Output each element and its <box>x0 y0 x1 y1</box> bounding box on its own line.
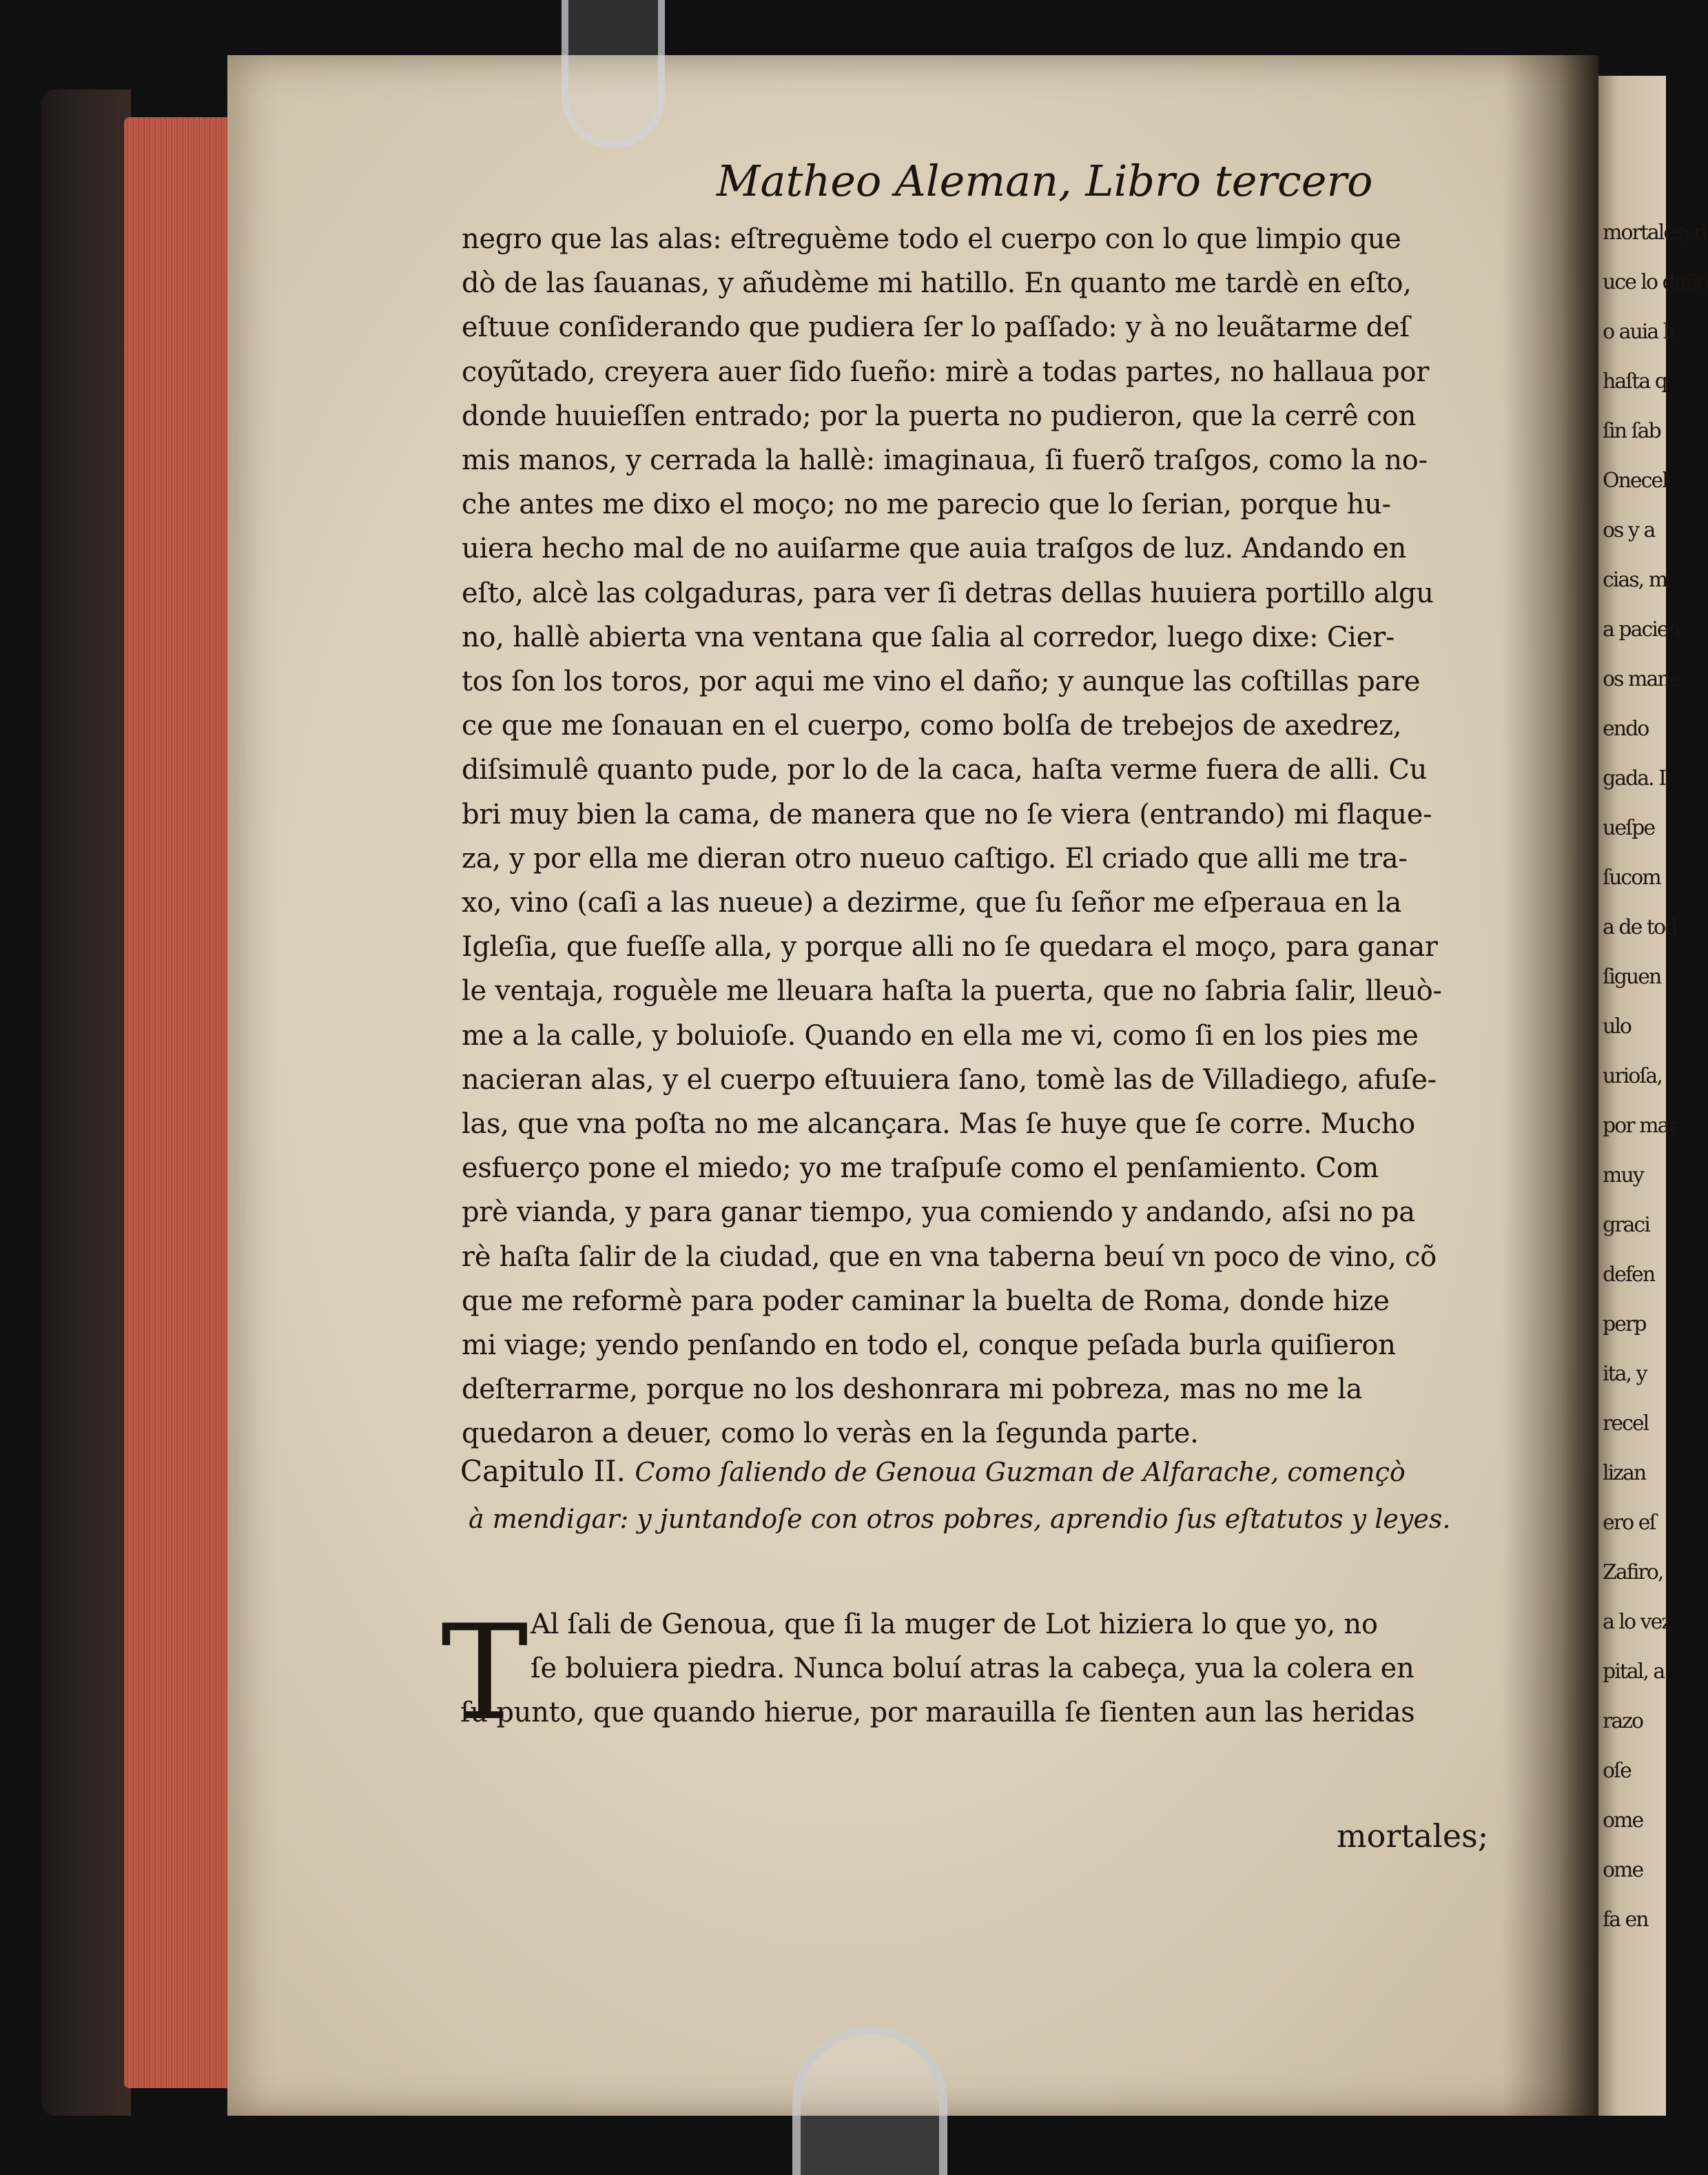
facing-page <box>1598 76 1708 2116</box>
book-clip-bottom <box>792 2026 947 2175</box>
book-clip-top <box>562 0 665 148</box>
facing-page-fragment: a pacien <box>1603 617 1680 642</box>
body-line: prè vianda, y para ganar tiempo, yua comiendo y andando, aſsi no pa <box>462 1196 1415 1229</box>
body-line: las, que vna poſta no me alcançara. Mas ſe huye que ſe corre. Mucho <box>462 1108 1415 1140</box>
body-line: que me reformè para poder caminar la buelta de Roma, donde hize <box>462 1285 1390 1317</box>
facing-page-fragment: por mar <box>1603 1114 1677 1138</box>
facing-page-fragment: urioſa, <box>1603 1064 1662 1088</box>
facing-page-fragment: recel <box>1603 1411 1649 1436</box>
body-line: coyũtado, creyera auer ſido ſueño: mirè a todas partes, no hallaua por <box>462 356 1430 388</box>
catchword: mortales; <box>1337 1817 1489 1855</box>
body-line: eſto, alcè las colgaduras, para ver ſi detras dellas huuiera portillo algu <box>462 577 1434 609</box>
facing-page-fragment: graci <box>1603 1213 1649 1237</box>
facing-page-fragment: ome <box>1603 1808 1643 1832</box>
chapter-line: Al ſali de Genoua, que ſi la muger de Lot hiziera lo que yo, no <box>531 1609 1378 1640</box>
facing-page-fragment: mortales; d <box>1603 221 1707 245</box>
body-line: ce que me ſonauan en el cuerpo, como bolſa de trebejos de axedrez, <box>462 710 1402 742</box>
body-line: mis manos, y cerrada la hallè: imaginaua, ſi fuerõ traſgos, como la no- <box>462 445 1428 476</box>
facing-page-fragment: muy <box>1603 1163 1643 1187</box>
body-line: xo, vino (caſi a las nueue) a dezirme, que ſu ſeñor me eſperaua en la <box>462 887 1402 919</box>
facing-page-fragment: gada. I <box>1603 766 1666 790</box>
facing-page-fragment: cias, m <box>1603 568 1667 592</box>
facing-page-fragment: os mane <box>1603 667 1680 691</box>
facing-page-fragment: ſin ſab <box>1603 419 1660 443</box>
facing-page-fragment: ſiguen <box>1603 965 1661 989</box>
body-line: eſtuue conſiderando que pudiera ſer lo paſſado: y à no leuãtarme deſ <box>462 312 1410 344</box>
body-line: mi viage; yendo penſando en todo el, conque peſada burla quiſieron <box>462 1329 1396 1361</box>
body-line: diſsimulê quanto pude, por lo de la caca, haſta verme fuera de alli. Cu <box>462 754 1428 786</box>
facing-page-fragment: defen <box>1603 1263 1655 1287</box>
facing-page-fragment: pital, a <box>1603 1660 1665 1684</box>
body-line: nacieran alas, y el cuerpo eſtuuiera ſano, tomè las de Villadiego, afuſe- <box>462 1063 1437 1096</box>
body-line: tos ſon los toros, por aqui me vino el daño; y aunque las coſtillas pare <box>462 666 1421 697</box>
body-line: za, y por ella me dieran otro nueuo caſtigo. El criado que alli me tra- <box>462 842 1408 875</box>
facing-page-fragment: lizan <box>1603 1461 1646 1485</box>
facing-page-fragment: fa en <box>1603 1908 1648 1932</box>
body-line: che antes me dixo el moço; no me parecio que lo ſerian, porque hu- <box>462 489 1391 521</box>
chapter-number: Capitulo II. <box>460 1454 626 1488</box>
facing-page-fragment: oſe <box>1603 1759 1631 1783</box>
facing-page-fragment: ulo <box>1603 1014 1631 1039</box>
facing-page-fragment: ſucom <box>1603 866 1660 890</box>
body-line: deſterrarme, porque no los deshonrara mi pobreza, mas no me la <box>462 1374 1363 1406</box>
running-header: Matheo Aleman, Libro tercero <box>717 156 1373 206</box>
body-line: bri muy bien la cama, de manera que no ſe viera (entrando) mi flaque- <box>462 798 1432 830</box>
facing-page-fragment: o auia li <box>1603 320 1674 344</box>
facing-page-fragment: os y a <box>1603 518 1655 542</box>
body-line: Igleſia, que fueſſe alla, y porque alli no ſe quedara el moço, para ganar <box>462 931 1438 963</box>
facing-page-fragment: Onecel <box>1603 469 1667 493</box>
book-cover-left <box>41 90 131 2116</box>
body-line: me a la calle, y boluioſe. Quando en ella me vi, como ſi en los pies me <box>462 1019 1419 1052</box>
facing-page-fragment: ita, y <box>1603 1362 1647 1386</box>
body-line: quedaron a deuer, como lo veràs en la ſegunda parte. <box>462 1418 1199 1450</box>
facing-page-fragment: razo <box>1603 1709 1643 1733</box>
drop-cap: T <box>441 1597 528 1749</box>
facing-page-fragment: endo <box>1603 717 1649 741</box>
facing-page-fragment: ero eſ <box>1603 1511 1656 1535</box>
chapter-title-line2: à mendigar: y juntandoſe con otros pobres, aprendio ſus eſtatutos y leyes. <box>469 1504 1451 1534</box>
facing-page-fragment: ome <box>1603 1858 1643 1882</box>
body-line: donde huuieſſen entrado; por la puerta no pudieron, que la cerrê con <box>462 400 1417 432</box>
body-line: negro que las alas: eſtreguème todo el cuerpo con lo que limpio que <box>462 223 1401 255</box>
body-line: rè haſta ſalir de la ciudad, que en vna taberna beuí vn poco de vino, cõ <box>462 1240 1437 1273</box>
facing-page-fragment: a de tod <box>1603 915 1677 939</box>
body-line: dò de las ſauanas, y añudème mi hatillo. En quanto me tardè en eſto, <box>462 267 1412 300</box>
body-line: no, hallè abierta vna ventana que ſalia al corredor, luego dixe: Cier- <box>462 621 1395 653</box>
body-line: uiera hecho mal de no auiſarme que auia traſgos de luz. Andando en <box>462 533 1407 565</box>
facing-page-fragment: haſta q <box>1603 369 1667 394</box>
facing-page-fragment: ueſpe <box>1603 816 1655 840</box>
facing-page-fragment: a lo vez <box>1603 1610 1671 1634</box>
body-line: le ventaja, roguèle me lleuara haſta la puerta, que no ſabria ſalir, lleuò- <box>462 975 1442 1008</box>
facing-page-fragment: uce lo daño <box>1603 270 1708 294</box>
chapter-title-line1: Como ſaliendo de Genoua Guzman de Alfarache, començò <box>635 1457 1406 1487</box>
body-line: esfuerço pone el miedo; yo me traſpuſe como el penſamiento. Com <box>462 1152 1379 1185</box>
chapter-line: ſe boluiera piedra. Nunca boluí atras la cabeça, yua la colera en <box>531 1653 1414 1684</box>
chapter-heading <box>460 1444 1535 1499</box>
chapter-line: ſu punto, que quando hierue, por marauilla ſe ſienten aun las heridas <box>460 1697 1415 1728</box>
facing-page-fragment: perp <box>1603 1312 1646 1336</box>
facing-page-fragment: Zafiro, <box>1603 1560 1663 1584</box>
